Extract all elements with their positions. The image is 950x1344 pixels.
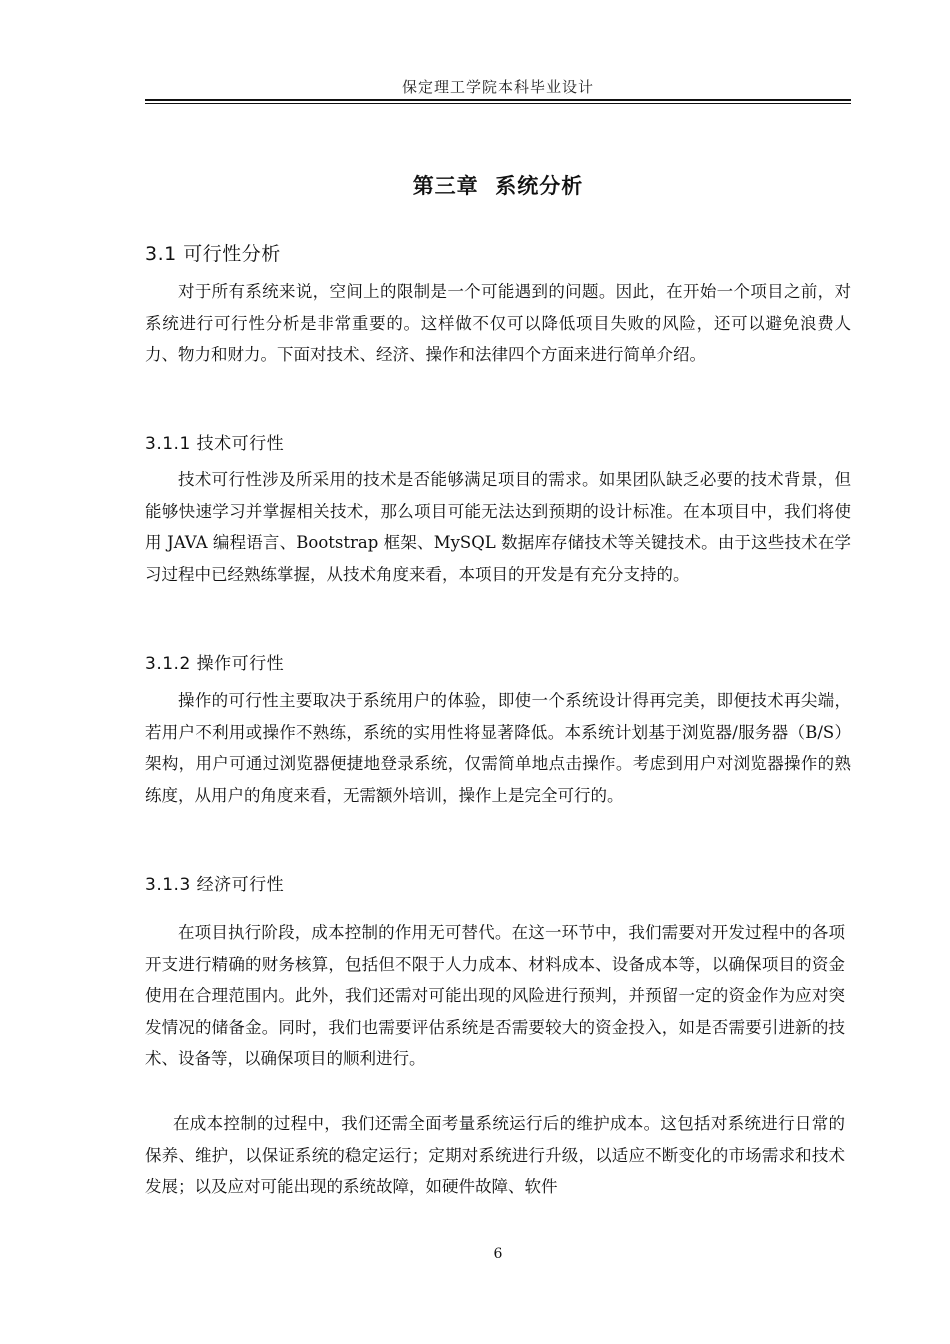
chapter-title: 第三章 系统分析	[412, 174, 584, 198]
section-3-1-3-paragraph-2: 在成本控制的过程中，我们还需全面考量系统运行后的维护成本。这包括对系统进行日常的保养、维护，以保证系统的稳定运行；定期对系统进行升级，以适应不断变化的市场需求和技术发展；以及应对可能出现的系统故障，如硬件故障、软件	[145, 1114, 845, 1196]
running-header: 保定理工学院本科毕业设计	[401, 78, 594, 96]
header-rule-thin	[145, 103, 851, 104]
header-rule-thick	[145, 99, 851, 101]
section-3-1-paragraph: 对于所有系统来说，空间上的限制是一个可能遇到的问题。因此，在开始一个项目之前，对系统进行可行性分析是非常重要的。这样做不仅可以降低项目失败的风险，还可以避免浪费人力、物力和财力。下面对技术、经济、操作和法律四个方面来进行简单介绍。	[145, 282, 851, 364]
section-3-1-1-paragraph: 技术可行性涉及所采用的技术是否能够满足项目的需求。如果团队缺乏必要的技术背景，但能够快速学习并掌握相关技术，那么项目可能无法达到预期的设计标准。在本项目中，我们将使用 JAVA 编程语言、Bootstrap 框架、MySQL 数据库存储技术等关键技术。由于这些技术在学习过程中已经熟练掌握，从技术角度来看，本项目的开发是有充分支持的。	[145, 470, 851, 584]
page-number: 6	[493, 1246, 503, 1262]
section-heading-3-1-1: 3.1.1 技术可行性	[145, 434, 285, 454]
section-heading-3-1-2: 3.1.2 操作可行性	[145, 654, 285, 674]
section-heading-3-1-3: 3.1.3 经济可行性	[145, 875, 285, 895]
section-3-1-2-paragraph: 操作的可行性主要取决于系统用户的体验，即使一个系统设计得再完美，即便技术再尖端，若用户不利用或操作不熟练，系统的实用性将显著降低。本系统计划基于浏览器/服务器（B/S）架构，用户可通过浏览器便捷地登录系统，仅需简单地点击操作。考虑到用户对浏览器操作的熟练度，从用户的角度来看，无需额外培训，操作上是完全可行的。	[145, 691, 851, 805]
section-3-1-3-paragraph-1: 在项目执行阶段，成本控制的作用无可替代。在这一环节中，我们需要对开发过程中的各项开支进行精确的财务核算，包括但不限于人力成本、材料成本、设备成本等，以确保项目的资金使用在合理范围内。此外，我们还需对可能出现的风险进行预判，并预留一定的资金作为应对突发情况的储备金。同时，我们也需要评估系统是否需要较大的资金投入，如是否需要引进新的技术、设备等，以确保项目的顺利进行。	[145, 923, 845, 1068]
section-heading-3-1: 3.1 可行性分析	[145, 243, 281, 265]
